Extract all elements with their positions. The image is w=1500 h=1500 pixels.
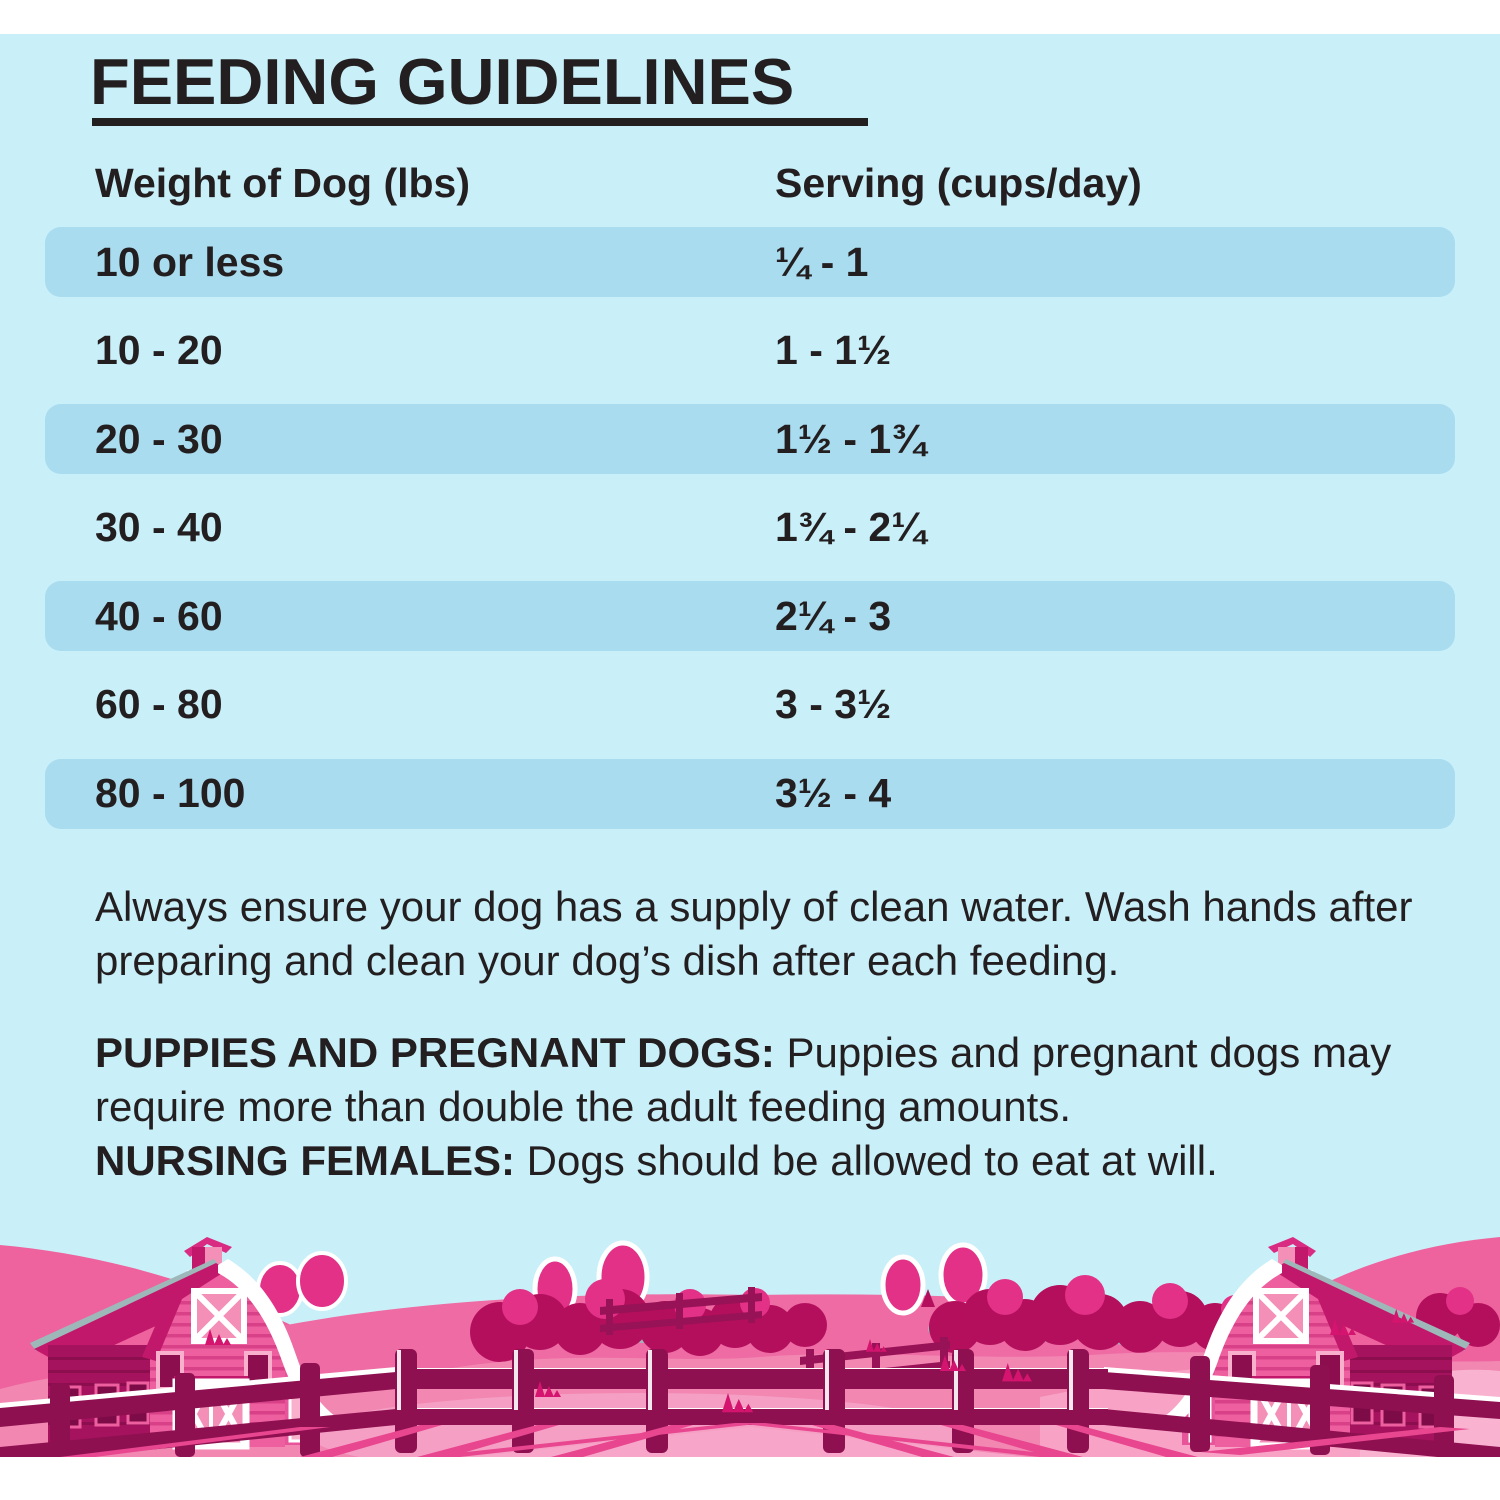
serving-cell: ¼ - 1 <box>775 238 869 285</box>
serving-cell: 3½ - 4 <box>775 770 892 817</box>
puppies-label: PUPPIES AND PREGNANT DOGS: <box>95 1029 775 1076</box>
table-row <box>45 581 1455 651</box>
table-row <box>45 493 1455 563</box>
serving-cell: 1 - 1½ <box>775 327 892 374</box>
serving-cell: 1¾ - 2¼ <box>775 504 926 551</box>
puppies-note: PUPPIES AND PREGNANT DOGS: Puppies and pregnant dogs may require more than double the adult feeding amounts. <box>95 1029 1392 1130</box>
farm-illustration <box>0 1237 1500 1457</box>
column-header-weight: Weight of Dog (lbs) <box>95 160 471 206</box>
special-feeding-notes <box>95 1026 1460 1188</box>
feeding-table <box>45 227 1455 847</box>
page-title: FEEDING GUIDELINES <box>90 45 795 118</box>
table-row <box>45 227 1455 297</box>
table-row <box>45 404 1455 474</box>
weight-cell: 40 - 60 <box>95 592 223 639</box>
table-row <box>45 759 1455 829</box>
column-header-serving: Serving (cups/day) <box>775 160 1142 206</box>
weight-cell: 20 - 30 <box>95 415 223 462</box>
nursing-note: NURSING FEMALES: Dogs should be allowed to eat at will. <box>95 1137 1218 1184</box>
serving-cell: 3 - 3½ <box>775 681 892 728</box>
weight-cell: 30 - 40 <box>95 504 223 551</box>
feeding-guidelines-panel <box>0 34 1500 1457</box>
weight-cell: 10 or less <box>95 238 285 285</box>
table-row <box>45 670 1455 740</box>
serving-cell: 2¼ - 3 <box>775 592 892 639</box>
serving-cell: 1½ - 1¾ <box>775 415 926 462</box>
water-note: Always ensure your dog has a supply of clean water. Wash hands after preparing and clean your dog’s dish after each feeding. <box>95 883 1413 984</box>
title-underline <box>92 118 868 126</box>
weight-cell: 60 - 80 <box>95 681 223 728</box>
weight-cell: 80 - 100 <box>95 770 246 817</box>
nursing-label: NURSING FEMALES: <box>95 1137 515 1184</box>
weight-cell: 10 - 20 <box>95 327 223 374</box>
table-row <box>45 316 1455 386</box>
